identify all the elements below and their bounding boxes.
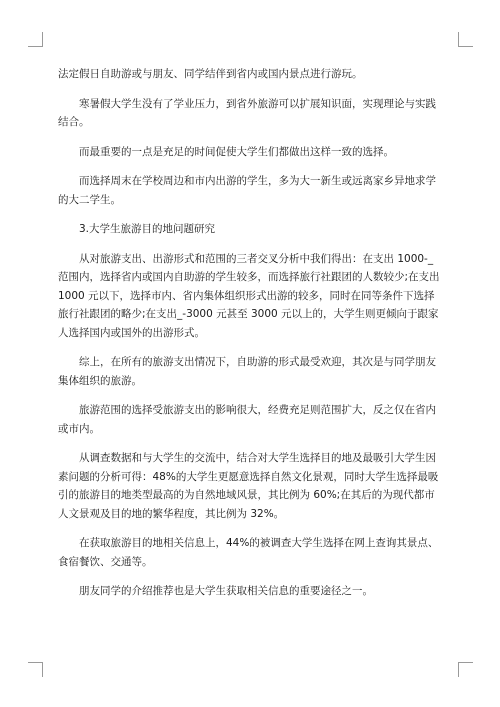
paragraph-analysis: 从对旅游支出、出游形式和范围的三者交叉分析中我们得出：在支出 1000-_范围内，选择省内或国内自助游的学生较多，而选择旅行社跟团的人数较少;在支出 1000 元以下，选择市内、省内集体组织形式出游的较多，同时在同等条件下选择旅行社跟团的略少;在支出_-3000 元甚至 3000 元以上的，大学生则更倾向于跟家人选择国内或国外的出游形式。 [58, 252, 440, 339]
paragraph-vacation: 寒暑假大学生没有了学业压力，到省外旅游可以扩展知识面，实现理论与实践结合。 [58, 97, 436, 128]
paragraph-destination: 从调查数据和与大学生的交流中，结合对大学生选择目的地及最吸引大学生因素问题的分析可得：48%的大学生更愿意选择自然文化景观，同时大学生选择最吸引的旅游目的地类型最高的为自然地域风景，其比例为 60%;在其后的为现代都市人文景观及目的地的繁华程度，其比例为 32%。 [58, 452, 439, 520]
section-heading: 3.大学生旅游目的地问题研究 [79, 223, 216, 235]
paragraph-information: 在获取旅游目的地相关信息上，44%的被调查大学生选择在网上查询其景点、食宿餐饮、交通等。 [58, 537, 439, 568]
crop-mark-bottom-right [458, 662, 473, 677]
paragraph-continuation: 法定假日自助游或与朋友、同学结伴到省内或国内景点进行游玩。 [58, 68, 363, 80]
paragraph-friends: 朋友同学的介绍推荐也是大学生获取相关信息的重要途径之一。 [79, 585, 373, 597]
paragraph-range: 旅游范围的选择受旅游支出的影响很大，经费充足则范围扩大，反之仅在省内或市内。 [58, 404, 436, 435]
paragraph-time: 而最重要的一点是充足的时间促使大学生们都做出这样一致的选择。 [79, 145, 394, 158]
crop-mark-bottom-left [28, 662, 43, 677]
paragraph-weekend: 而选择周末在学校周边和市内出游的学生，多为大一新生或远离家乡异地求学的大二学生。 [58, 175, 436, 206]
document-body [58, 65, 442, 612]
crop-mark-top-right [458, 32, 473, 47]
crop-mark-top-left [28, 32, 43, 47]
paragraph-summary: 综上，在所有的旅游支出情况下，自助游的形式最受欢迎，其次是与同学朋友集体组织的旅游。 [58, 356, 436, 387]
